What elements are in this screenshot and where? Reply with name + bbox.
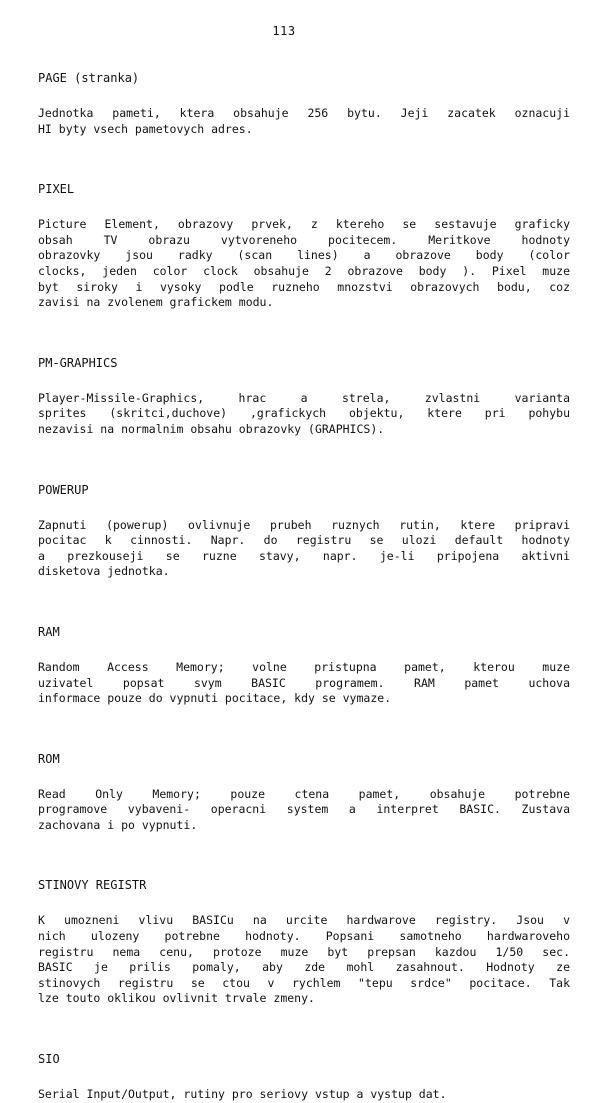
- entry-term: STINOVY REGISTR: [38, 878, 147, 893]
- definition-line: Random Access Memory; volne pristupna pamet, kterou muze: [38, 659, 570, 674]
- definition-line: registru nema cenu, protoze muze byt prepsan kazdou 1/50 sec.: [38, 944, 570, 959]
- glossary-entry-pm-graphics: [38, 356, 570, 438]
- definition-line: disketova jednotka.: [38, 564, 170, 579]
- entry-definition: [38, 787, 570, 834]
- entry-definition: [38, 217, 570, 311]
- glossary-entry-page: [38, 71, 570, 137]
- glossary-entry-sio: [38, 1052, 570, 1103]
- definition-line: zachovana i po vypnuti.: [38, 817, 198, 832]
- definition-line: sprites (skritci,duchove) ,grafickych objektu, ktere pri pohybu: [38, 406, 570, 421]
- entry-term: RAM: [38, 624, 60, 639]
- definition-line: Jednotka pameti, ktera obsahuje 256 bytu. Jeji zacatek oznacuji: [38, 106, 570, 120]
- definition-line: informace pouze do vypnuti pocitace, kdy se vymaze.: [38, 691, 392, 706]
- definition-line: obrazovky jsou radky (scan lines) a obrazove body (color: [38, 248, 570, 263]
- entry-definition: [38, 106, 570, 137]
- definition-line: Picture Element, obrazovy prvek, z ktereho se sestavuje graficky: [38, 217, 570, 232]
- page-number: 113: [272, 24, 296, 38]
- definition-line: uzivatel popsat svym BASIC programem. RAM pamet uchova: [38, 675, 570, 690]
- definition-line: pocitac k cinnosti. Napr. do registru se ulozi default hodnoty: [38, 533, 570, 548]
- glossary: [38, 71, 570, 1103]
- definition-line: nich ulozeny potrebne hodnoty. Popsani samotneho hardwaroveho: [38, 929, 570, 944]
- definition-line: clocks, jeden color clock obsahuje 2 obrazove body ). Pixel muze: [38, 263, 570, 278]
- entry-term: PAGE (stranka): [38, 71, 140, 85]
- definition-line: Zapnuti (powerup) ovlivnuje prubeh ruznych rutin, ktere pripravi: [38, 517, 570, 532]
- glossary-entry-rom: [38, 752, 570, 834]
- glossary-entry-powerup: [38, 483, 570, 580]
- definition-line: obsah TV obrazu vytvoreneho pocitecem. Meritkove hodnoty: [38, 232, 570, 247]
- entry-definition: [38, 391, 570, 438]
- definition-line: K umozneni vlivu BASICu na urcite hardwarove registry. Jsou v: [38, 913, 570, 928]
- glossary-entry-ram: [38, 625, 570, 707]
- definition-line: programove vybaveni- operacni system a interpret BASIC. Zustava: [38, 802, 570, 817]
- definition-line: Read Only Memory; pouze ctena pamet, obsahuje potrebne: [38, 786, 570, 801]
- entry-term: PM-GRAPHICS: [38, 355, 118, 370]
- entry-definition: [38, 518, 570, 580]
- definition-line: stinovych registru se ctou v rychlem "tepu srdce" pocitace. Tak: [38, 975, 570, 990]
- entry-term: POWERUP: [38, 482, 89, 497]
- entry-definition: [38, 660, 570, 707]
- definition-line: HI byty vsech pametovych adres.: [38, 121, 253, 136]
- glossary-entry-stinovy-registr: [38, 878, 570, 1007]
- definition-line: nezavisi na normalnim obsahu obrazovky (GRAPHICS).: [38, 421, 385, 436]
- definition-line: byt siroky i vysoky podle ruzneho mnozstvi obrazovych bodu, coz: [38, 279, 570, 294]
- entry-term: SIO: [38, 1052, 60, 1067]
- definition-line: Serial Input/Output, rutiny pro seriovy vstup a vystup dat.: [38, 1087, 447, 1102]
- entry-term: ROM: [38, 751, 60, 766]
- definition-line: BASIC je prilis pomaly, aby zde mohl zasahnout. Hodnoty ze: [38, 960, 570, 975]
- definition-line: zavisi na zvolenem grafickem modu.: [38, 295, 274, 310]
- entry-definition: [38, 1087, 570, 1103]
- entry-term: PIXEL: [38, 182, 75, 197]
- entry-definition: [38, 913, 570, 1007]
- definition-line: Player-Missile-Graphics, hrac a strela, zvlastni varianta: [38, 390, 570, 405]
- definition-line: lze touto oklikou ovlivnit trvale zmeny.: [38, 991, 315, 1006]
- definition-line: a prezkouseji se ruzne stavy, napr. je-li pripojena aktivni: [38, 548, 570, 563]
- glossary-entry-pixel: [38, 182, 570, 311]
